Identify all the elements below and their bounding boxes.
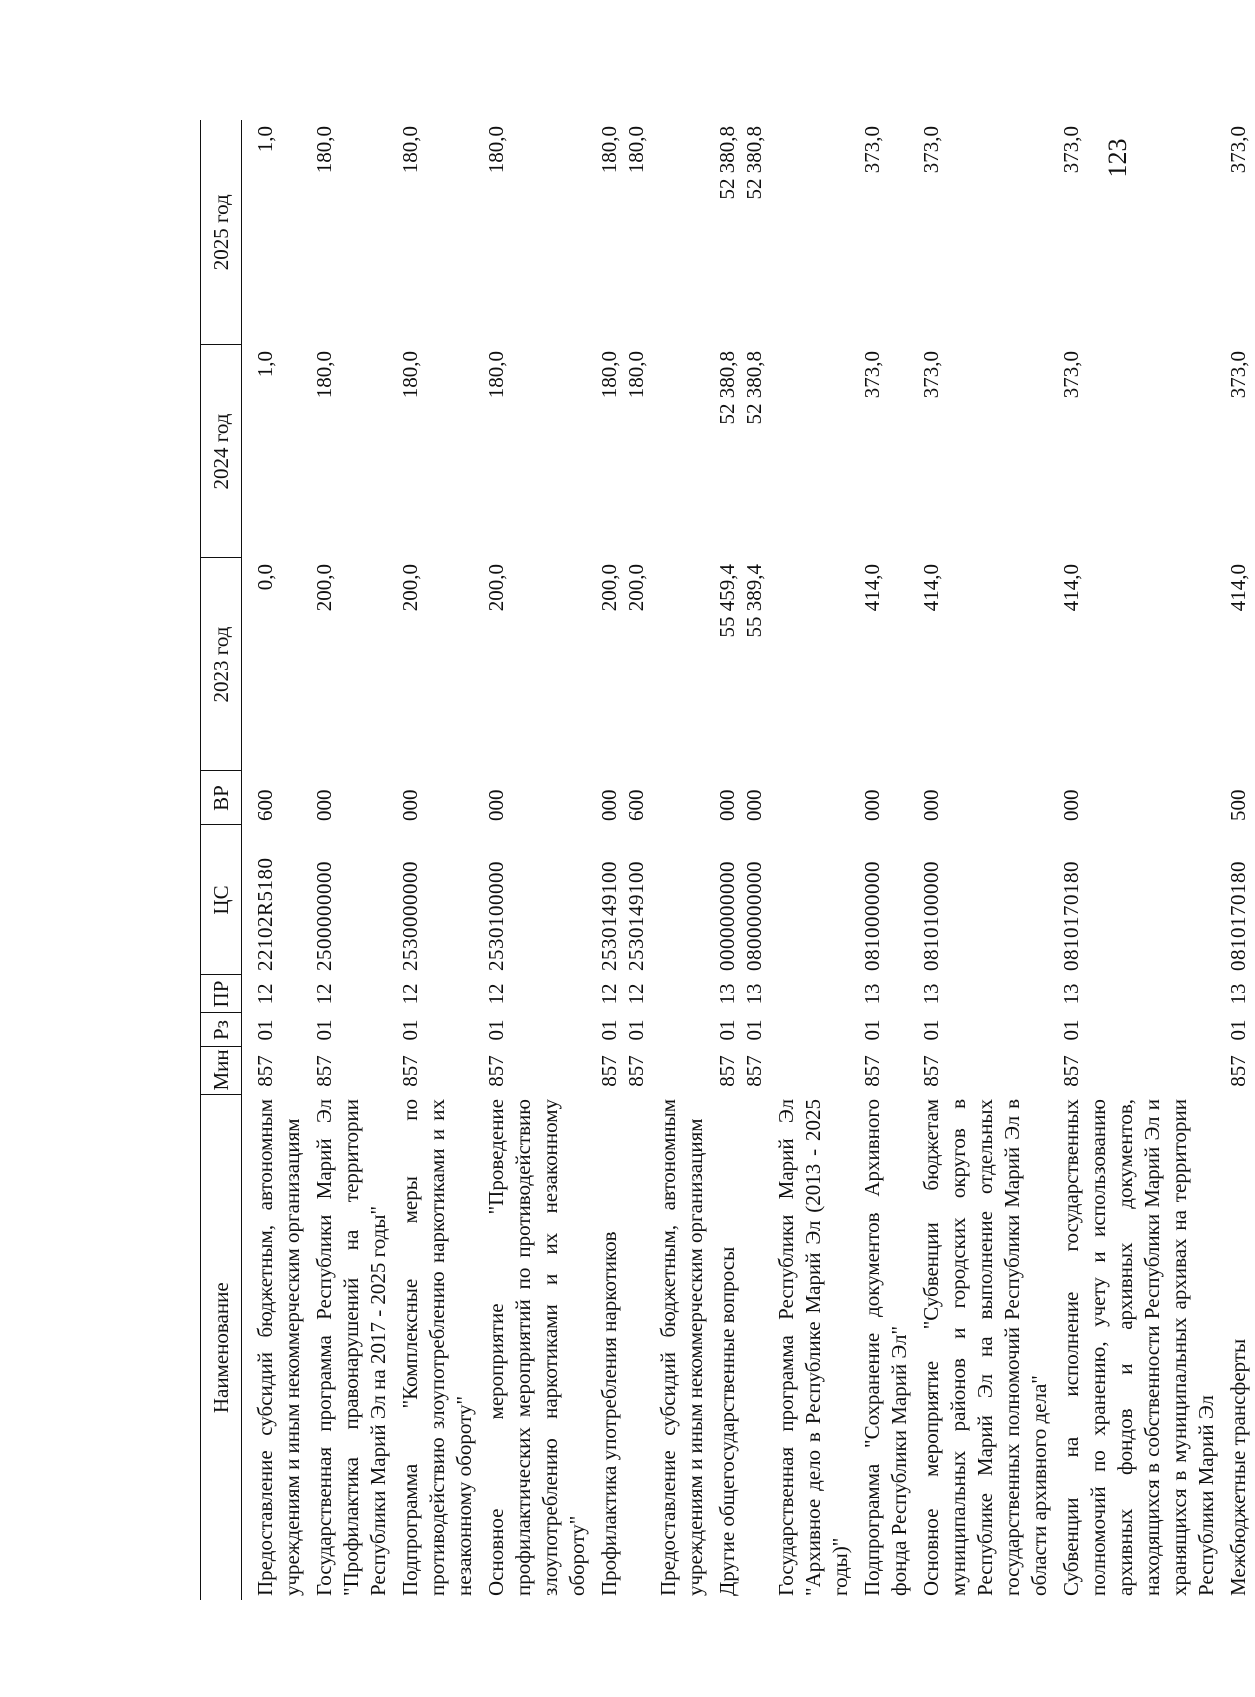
row-rz-line: 01 bbox=[312, 1019, 336, 1041]
row-min-line: 857 bbox=[715, 1055, 739, 1087]
row-cs bbox=[771, 825, 857, 975]
row-pr-line: 12 bbox=[253, 983, 277, 1005]
row-min bbox=[916, 1047, 1056, 1095]
row-pr-line: 12 bbox=[624, 983, 648, 1005]
row-min-line: 857 bbox=[1226, 1055, 1250, 1087]
row-2024-line: 1,0 bbox=[253, 351, 277, 378]
row-min-line: 857 bbox=[312, 1055, 336, 1087]
row-rz bbox=[395, 1013, 481, 1047]
row-vr bbox=[1056, 771, 1223, 825]
row-2024-line: 52 380,8 bbox=[715, 351, 739, 425]
row-name: Государственная программа Республики Марий Эл "Архивное дело в Республике Марий Эл (2013 - 2025 годы)" bbox=[774, 1099, 852, 1596]
row-2024 bbox=[916, 345, 1056, 558]
row-pr bbox=[712, 975, 771, 1013]
row-vr bbox=[771, 771, 857, 825]
row-pr bbox=[242, 975, 310, 1013]
row-2024-line: 180,0 bbox=[398, 351, 422, 399]
table-row bbox=[653, 120, 712, 1600]
row-name: Подпрограмма "Комплексные меры по противодействию злоупотреблению наркотиками и их незаконному обороту" bbox=[398, 1099, 476, 1596]
row-name: Предоставление субсидий бюджетным, автономным учреждениям и иным некоммерческим организациям bbox=[253, 1099, 304, 1596]
row-2025 bbox=[395, 120, 481, 345]
row-pr bbox=[309, 975, 395, 1013]
row-2023 bbox=[481, 558, 594, 771]
row-rz bbox=[1223, 1013, 1255, 1047]
row-cs-line: 2530149100 bbox=[597, 861, 621, 971]
row-vr-line: 000 bbox=[742, 789, 766, 821]
header-cs: ЦС bbox=[201, 825, 242, 975]
row-name: Субвенции на исполнение государственных полномочий по хранению, учету и использованию архивных фондов и архивных документов, находящихся в собственности Республики Марий Эл и хранящихся в муниципальных архивах на территории Республики Марий Эл bbox=[1059, 1099, 1218, 1596]
row-pr bbox=[594, 975, 653, 1013]
row-min-line: 857 bbox=[597, 1055, 621, 1087]
row-name: Межбюджетные трансферты bbox=[1226, 1338, 1250, 1596]
row-min-line: 857 bbox=[398, 1055, 422, 1087]
row-vr-line: 000 bbox=[484, 789, 508, 821]
row-2024-line: 373,0 bbox=[1226, 351, 1250, 399]
row-2024 bbox=[395, 345, 481, 558]
row-min bbox=[395, 1047, 481, 1095]
row-2024 bbox=[771, 345, 857, 558]
row-2023 bbox=[712, 558, 771, 771]
table-body bbox=[242, 120, 1255, 1600]
row-2025-line: 52 380,8 bbox=[742, 126, 766, 200]
row-vr bbox=[712, 771, 771, 825]
row-2024-line: 373,0 bbox=[1059, 351, 1083, 399]
row-cs-line: 0810100000 bbox=[919, 861, 943, 971]
row-cs-line: 2530149100 bbox=[624, 861, 648, 971]
row-cs bbox=[395, 825, 481, 975]
row-vr bbox=[242, 771, 310, 825]
row-2023 bbox=[653, 558, 712, 771]
row-cs-line: 22102R5180 bbox=[253, 857, 277, 971]
row-vr bbox=[395, 771, 481, 825]
header-name: Наименование bbox=[201, 1095, 242, 1600]
row-2023 bbox=[594, 558, 653, 771]
row-vr bbox=[481, 771, 594, 825]
row-cs-line: 0800000000 bbox=[742, 861, 766, 971]
row-vr-line: 000 bbox=[312, 789, 336, 821]
row-vr-line: 000 bbox=[919, 789, 943, 821]
row-2024-line: 180,0 bbox=[597, 351, 621, 399]
row-vr-line: 600 bbox=[624, 789, 648, 821]
row-min-line: 857 bbox=[624, 1055, 648, 1087]
row-min bbox=[481, 1047, 594, 1095]
row-rz bbox=[242, 1013, 310, 1047]
row-rz bbox=[1056, 1013, 1223, 1047]
row-2023 bbox=[771, 558, 857, 771]
row-rz-line: 01 bbox=[624, 1019, 648, 1041]
row-2023 bbox=[242, 558, 310, 771]
row-pr-line: 13 bbox=[1059, 983, 1083, 1005]
row-cs bbox=[653, 825, 712, 975]
row-2025-line: 180,0 bbox=[398, 126, 422, 174]
row-2024 bbox=[857, 345, 916, 558]
header-min: Мин bbox=[201, 1047, 242, 1095]
row-cs-line: 0810170180 bbox=[1226, 861, 1250, 971]
row-rz-line: 01 bbox=[253, 1019, 277, 1041]
row-2023-line: 55 389,4 bbox=[742, 564, 766, 638]
table-row bbox=[481, 120, 594, 1600]
row-rz-line: 01 bbox=[742, 1019, 766, 1041]
row-vr-line: 000 bbox=[597, 789, 621, 821]
row-rz-line: 01 bbox=[919, 1019, 943, 1041]
row-pr bbox=[1056, 975, 1223, 1013]
row-vr bbox=[653, 771, 712, 825]
row-vr-line: 000 bbox=[398, 789, 422, 821]
table-row bbox=[857, 120, 916, 1600]
row-vr-line: 600 bbox=[253, 789, 277, 821]
row-min-line: 857 bbox=[253, 1055, 277, 1087]
row-rz-line: 01 bbox=[1059, 1019, 1083, 1041]
table-row bbox=[594, 120, 653, 1600]
row-cs bbox=[916, 825, 1056, 975]
header-rz: Рз bbox=[201, 1013, 242, 1047]
row-2023-line: 200,0 bbox=[398, 564, 422, 612]
row-cs bbox=[594, 825, 653, 975]
row-2024 bbox=[242, 345, 310, 558]
page-number: 123 bbox=[1103, 138, 1132, 178]
row-name: Профилактика употребления наркотиков bbox=[597, 1231, 621, 1596]
row-2025 bbox=[594, 120, 653, 345]
row-rz-line: 01 bbox=[860, 1019, 884, 1041]
row-cs bbox=[309, 825, 395, 975]
row-vr-line: 000 bbox=[860, 789, 884, 821]
row-2025-line: 373,0 bbox=[860, 126, 884, 174]
row-2024-line: 180,0 bbox=[484, 351, 508, 399]
row-min-line: 857 bbox=[919, 1055, 943, 1087]
row-2023 bbox=[857, 558, 916, 771]
row-cs bbox=[857, 825, 916, 975]
table-row bbox=[242, 120, 310, 1600]
row-2024-line: 373,0 bbox=[919, 351, 943, 399]
row-cs bbox=[1223, 825, 1255, 975]
row-2024 bbox=[712, 345, 771, 558]
row-vr bbox=[916, 771, 1056, 825]
table-row bbox=[1223, 120, 1255, 1600]
row-vr bbox=[857, 771, 916, 825]
row-cs bbox=[712, 825, 771, 975]
row-2025-line: 373,0 bbox=[1226, 126, 1250, 174]
row-vr bbox=[594, 771, 653, 825]
row-2023 bbox=[916, 558, 1056, 771]
budget-table bbox=[200, 120, 1255, 1600]
row-2025 bbox=[771, 120, 857, 345]
row-2024-line: 180,0 bbox=[624, 351, 648, 399]
row-2025 bbox=[653, 120, 712, 345]
row-2025 bbox=[1223, 120, 1255, 345]
row-2023-line: 414,0 bbox=[1059, 564, 1083, 612]
row-name: Государственная программа Республики Марий Эл "Профилактика правонарушений на территории Республики Марий Эл на 2017 - 2025 годы" bbox=[312, 1099, 390, 1596]
row-2025-line: 373,0 bbox=[919, 126, 943, 174]
table-row bbox=[1056, 120, 1223, 1600]
row-2025-line: 52 380,8 bbox=[715, 126, 739, 200]
row-2023-line: 200,0 bbox=[312, 564, 336, 612]
row-rz-line: 01 bbox=[715, 1019, 739, 1041]
header-2025: 2025 год bbox=[201, 120, 242, 345]
row-min bbox=[242, 1047, 310, 1095]
row-pr bbox=[481, 975, 594, 1013]
row-pr bbox=[916, 975, 1056, 1013]
table-row bbox=[395, 120, 481, 1600]
row-pr bbox=[1223, 975, 1255, 1013]
row-name: Предоставление субсидий бюджетным, автономным учреждениям и иным некоммерческим организациям bbox=[656, 1099, 707, 1596]
row-min bbox=[653, 1047, 712, 1095]
row-min-line: 857 bbox=[1059, 1055, 1083, 1087]
row-2024 bbox=[1223, 345, 1255, 558]
row-2023-line: 0,0 bbox=[253, 564, 277, 591]
row-name: Основное мероприятие "Субвенции бюджетам муниципальных районов и городских округов в Республике Марий Эл на выполнение отдельных государственных полномочий Республики Марий Эл в области архивного дела" bbox=[919, 1099, 1051, 1596]
row-cs-line: 2530000000 bbox=[398, 861, 422, 971]
table-row bbox=[771, 120, 857, 1600]
row-pr-line: 12 bbox=[312, 983, 336, 1005]
row-pr-line: 13 bbox=[919, 983, 943, 1005]
row-vr bbox=[309, 771, 395, 825]
row-rz bbox=[481, 1013, 594, 1047]
header-pr: ПР bbox=[201, 975, 242, 1013]
row-rz bbox=[712, 1013, 771, 1047]
row-pr-line: 12 bbox=[597, 983, 621, 1005]
row-pr-line: 12 bbox=[398, 983, 422, 1005]
row-name: Основное мероприятие "Проведение профилактических мероприятий по противодействию злоупотреблению наркотиками и их незаконному обороту" bbox=[484, 1099, 589, 1596]
row-rz bbox=[857, 1013, 916, 1047]
row-pr-line: 13 bbox=[742, 983, 766, 1005]
row-vr-line: 000 bbox=[715, 789, 739, 821]
table-row bbox=[712, 120, 771, 1600]
row-rz bbox=[653, 1013, 712, 1047]
row-rz bbox=[594, 1013, 653, 1047]
row-cs bbox=[481, 825, 594, 975]
row-2024-line: 373,0 bbox=[860, 351, 884, 399]
row-2023 bbox=[395, 558, 481, 771]
row-min bbox=[712, 1047, 771, 1095]
row-pr-line: 13 bbox=[1226, 983, 1250, 1005]
row-min bbox=[594, 1047, 653, 1095]
row-vr-line: 500 bbox=[1226, 789, 1250, 821]
row-cs-line: 2500000000 bbox=[312, 861, 336, 971]
header-2023: 2023 год bbox=[201, 558, 242, 771]
row-2023-line: 55 459,4 bbox=[715, 564, 739, 638]
row-2025 bbox=[916, 120, 1056, 345]
row-2025-line: 180,0 bbox=[312, 126, 336, 174]
row-2025-line: 180,0 bbox=[484, 126, 508, 174]
row-2024-line: 52 380,8 bbox=[742, 351, 766, 425]
row-2024 bbox=[309, 345, 395, 558]
row-pr bbox=[395, 975, 481, 1013]
row-min bbox=[1056, 1047, 1223, 1095]
row-rz-line: 01 bbox=[484, 1019, 508, 1041]
row-2025 bbox=[481, 120, 594, 345]
row-2023 bbox=[1223, 558, 1255, 771]
row-cs-line: 2530100000 bbox=[484, 861, 508, 971]
row-cs-line: 0810000000 bbox=[860, 861, 884, 971]
row-2025 bbox=[309, 120, 395, 345]
row-rz-line: 01 bbox=[597, 1019, 621, 1041]
row-2025 bbox=[712, 120, 771, 345]
row-min bbox=[1223, 1047, 1255, 1095]
header-row bbox=[201, 120, 242, 1600]
row-vr bbox=[1223, 771, 1255, 825]
row-2025-line: 180,0 bbox=[624, 126, 648, 174]
row-cs-line: 0000000000 bbox=[715, 861, 739, 971]
row-2024 bbox=[1056, 345, 1223, 558]
row-rz-line: 01 bbox=[1226, 1019, 1250, 1041]
row-2024 bbox=[594, 345, 653, 558]
row-2025-line: 373,0 bbox=[1059, 126, 1083, 174]
row-min-line: 857 bbox=[860, 1055, 884, 1087]
row-rz bbox=[916, 1013, 1056, 1047]
row-pr bbox=[857, 975, 916, 1013]
row-min-line: 857 bbox=[484, 1055, 508, 1087]
row-2023-line: 200,0 bbox=[484, 564, 508, 612]
table-row bbox=[309, 120, 395, 1600]
row-rz-line: 01 bbox=[398, 1019, 422, 1041]
row-2025 bbox=[242, 120, 310, 345]
row-pr-line: 13 bbox=[860, 983, 884, 1005]
header-2024: 2024 год bbox=[201, 345, 242, 558]
table-row bbox=[916, 120, 1056, 1600]
row-2023-line: 414,0 bbox=[860, 564, 884, 612]
row-rz bbox=[309, 1013, 395, 1047]
row-pr bbox=[653, 975, 712, 1013]
row-2023-line: 200,0 bbox=[597, 564, 621, 612]
row-pr-line: 13 bbox=[715, 983, 739, 1005]
row-pr bbox=[771, 975, 857, 1013]
row-2024 bbox=[481, 345, 594, 558]
row-min bbox=[309, 1047, 395, 1095]
row-2023 bbox=[1056, 558, 1223, 771]
row-2023-line: 414,0 bbox=[1226, 564, 1250, 612]
row-min-line: 857 bbox=[742, 1055, 766, 1087]
row-min bbox=[857, 1047, 916, 1095]
row-cs bbox=[242, 825, 310, 975]
row-name: Другие общегосударственные вопросы bbox=[715, 1246, 739, 1596]
row-name: Подпрограмма "Сохранение документов Архивного фонда Республики Марий Эл" bbox=[860, 1099, 911, 1596]
header-vr: ВР bbox=[201, 771, 242, 825]
row-2025-line: 1,0 bbox=[253, 126, 277, 153]
row-2023 bbox=[309, 558, 395, 771]
row-vr-line: 000 bbox=[1059, 789, 1083, 821]
row-cs bbox=[1056, 825, 1223, 975]
row-2024-line: 180,0 bbox=[312, 351, 336, 399]
row-2025-line: 180,0 bbox=[597, 126, 621, 174]
row-2025 bbox=[857, 120, 916, 345]
row-2024 bbox=[653, 345, 712, 558]
row-2025 bbox=[1056, 120, 1223, 345]
row-min bbox=[771, 1047, 857, 1095]
row-pr-line: 12 bbox=[484, 983, 508, 1005]
row-2023-line: 200,0 bbox=[624, 564, 648, 612]
row-2023-line: 414,0 bbox=[919, 564, 943, 612]
row-rz bbox=[771, 1013, 857, 1047]
row-cs-line: 0810170180 bbox=[1059, 861, 1083, 971]
